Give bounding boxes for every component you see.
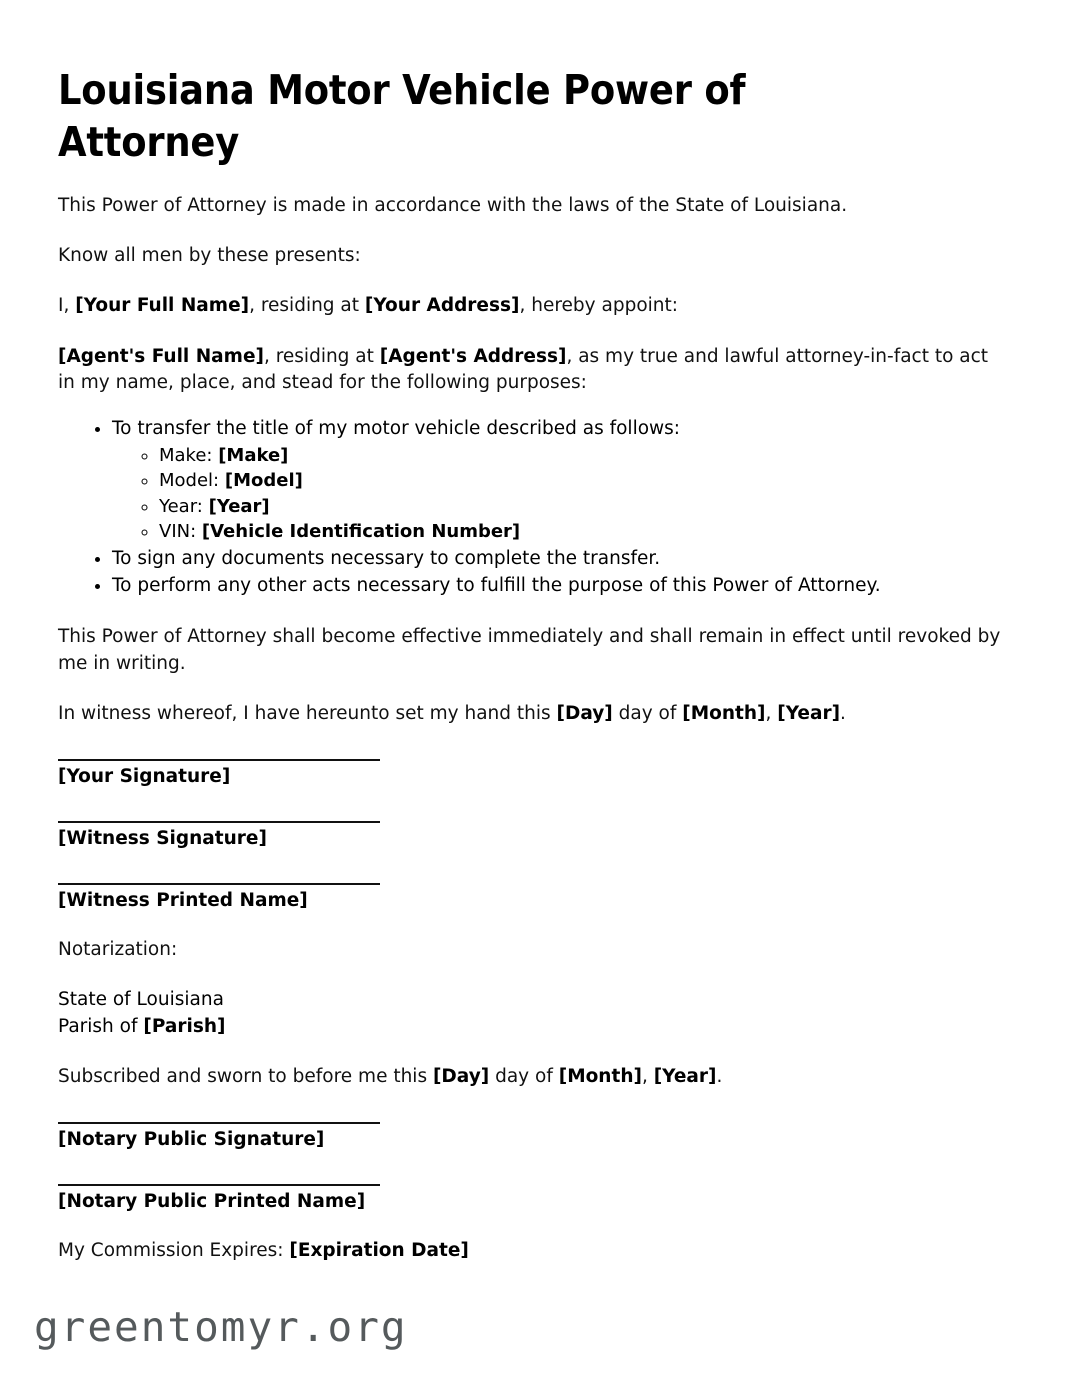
- witness-whereof-paragraph: [58, 677, 1008, 727]
- vehicle-make-value: [Make]: [218, 444, 289, 466]
- signature-label-witness-printed-name: [Witness Printed Name]: [58, 890, 308, 912]
- agent-suffix: , as my true and lawful attorney-in-fact to act in my name, place, and stead for the following purposes:: [58, 345, 989, 393]
- principal-address-placeholder: [Your Address]: [364, 295, 520, 317]
- intro-paragraph-2: Know all men by these presents:: [58, 245, 361, 267]
- signature-block-your-signature: [58, 727, 1008, 789]
- purposes-list: [58, 396, 1008, 600]
- notary-sworn-month: [Month]: [558, 1065, 642, 1087]
- principal-mid: , residing at: [249, 295, 365, 317]
- signature-label-your-signature: [Your Signature]: [58, 766, 231, 788]
- list-item: • To perform any other acts necessary to fulfill the purpose of this Power of Attorney.: [112, 573, 1008, 600]
- agent-mid: , residing at: [263, 345, 380, 367]
- purpose-transfer-title: To transfer the title of my motor vehicle described as follows:: [112, 418, 681, 440]
- vehicle-details-list: [112, 443, 1008, 545]
- list-item: [159, 443, 1008, 469]
- notary-sworn-mid2: ,: [641, 1065, 654, 1087]
- commission-expiry-prefix: My Commission Expires:: [58, 1240, 290, 1262]
- notary-parish-prefix: Parish of: [58, 1015, 144, 1037]
- vehicle-year-value: [Year]: [208, 495, 270, 517]
- notary-state-line: State of Louisiana: [58, 989, 224, 1011]
- notarization-heading: Notarization:: [58, 939, 178, 961]
- commission-expiry-value: [Expiration Date]: [289, 1240, 469, 1262]
- agent-name-placeholder: [Agent's Full Name]: [58, 345, 264, 367]
- intro-paragraph-1: This Power of Attorney is made in accordance with the laws of the State of Louisiana.: [58, 194, 848, 216]
- signature-block-notary-printed-name: [58, 1152, 1008, 1214]
- signature-rule: [58, 1122, 380, 1124]
- signature-rule: [58, 883, 380, 885]
- signature-block-notary-signature: [58, 1090, 1008, 1152]
- signature-block-witness-signature: [58, 789, 1008, 851]
- commission-expiry-paragraph: [58, 1214, 1008, 1264]
- signature-rule: [58, 759, 380, 761]
- notary-sworn-year: [Year]: [653, 1065, 717, 1087]
- list-item: [159, 494, 1008, 520]
- notary-jurisdiction: [58, 963, 1008, 1040]
- site-watermark: greentomyr.org: [34, 1303, 408, 1351]
- notary-sworn-day: [Day]: [432, 1065, 490, 1087]
- document-body: [58, 0, 1008, 1265]
- list-item: [159, 519, 1008, 545]
- principal-name-placeholder: [Your Full Name]: [75, 295, 250, 317]
- signature-rule: [58, 1184, 380, 1186]
- witness-whereof-month: [Month]: [682, 702, 766, 724]
- witness-whereof-prefix: In witness whereof, I have hereunto set my hand this: [58, 702, 557, 724]
- signature-label-notary-printed-name: [Notary Public Printed Name]: [58, 1191, 366, 1213]
- notary-sworn-paragraph: [58, 1040, 1008, 1090]
- vehicle-model-label: Model:: [159, 470, 225, 492]
- principal-prefix: I,: [58, 295, 76, 317]
- vehicle-year-label: Year:: [159, 495, 209, 517]
- signature-label-witness-signature: [Witness Signature]: [58, 828, 267, 850]
- witness-whereof-suffix: .: [840, 702, 846, 724]
- effectiveness-paragraph: This Power of Attorney shall become effective immediately and shall remain in effect until revoked by me in writing.: [58, 626, 1001, 674]
- principal-suffix: , hereby appoint:: [519, 295, 678, 317]
- list-item: [112, 416, 1008, 545]
- page-title: Louisiana Motor Vehicle Power of Attorney: [58, 66, 746, 167]
- signature-label-notary-signature: [Notary Public Signature]: [58, 1129, 325, 1151]
- witness-whereof-day: [Day]: [556, 702, 613, 724]
- witness-whereof-mid2: ,: [765, 702, 778, 724]
- notary-sworn-mid1: day of: [489, 1065, 559, 1087]
- agent-address-placeholder: [Agent's Address]: [379, 345, 567, 367]
- list-item: [159, 468, 1008, 494]
- vehicle-vin-value: [Vehicle Identification Number]: [201, 521, 521, 543]
- agent-paragraph: [58, 320, 1008, 397]
- vehicle-vin-label: VIN:: [159, 521, 202, 543]
- notary-sworn-prefix: Subscribed and sworn to before me this: [58, 1065, 433, 1087]
- signature-rule: [58, 821, 380, 823]
- vehicle-model-value: [Model]: [224, 470, 303, 492]
- witness-whereof-year: [Year]: [777, 702, 841, 724]
- vehicle-make-label: Make:: [159, 444, 219, 466]
- signature-block-witness-printed-name: [58, 851, 1008, 913]
- list-item: • To sign any documents necessary to complete the transfer.: [112, 546, 1008, 573]
- witness-whereof-mid1: day of: [612, 702, 683, 724]
- notary-sworn-suffix: .: [716, 1065, 723, 1087]
- notary-parish-value: [Parish]: [143, 1015, 226, 1037]
- principal-paragraph: [58, 269, 1008, 319]
